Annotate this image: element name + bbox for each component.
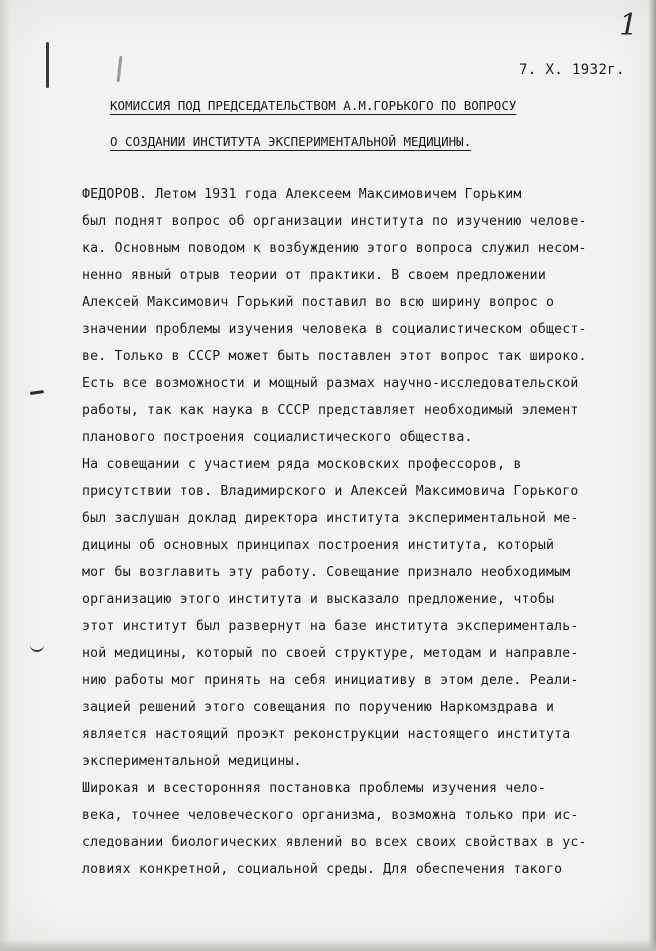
body-text-line: мог бы возглавить эту работу. Совещание признало необходимым [82,565,571,580]
body-text-line: ной медицины, который по своей структуре, методам и направле- [82,646,579,661]
page-number: 1 [619,8,639,43]
body-text-line: экспериментальной медицины. [82,754,302,769]
document-date: 7. X. 1932г. [519,62,625,78]
pencil-mark [30,390,44,395]
body-text-line: Широкая и всесторонняя постановка проблемы изучения чело- [82,781,546,796]
body-text-line: века, точнее человеческого организма, возможна только при ис- [82,808,579,823]
page-edge-left [0,0,10,951]
body-text-line: ловиях конкретной, социальной среды. Для обеспечения такого [82,862,563,877]
body-text-line: Алексей Максимович Горький поставил во всю ширину вопрос о [82,295,555,310]
document-title-line-1: КОМИССИЯ ПОД ПРЕДСЕДАТЕЛЬСТВОМ А.М.ГОРЬКОГО ПО ВОПРОСУ [110,98,517,113]
pencil-mark [46,42,49,88]
body-text-line: ка. Основным поводом к возбуждению этого вопроса служил несом- [82,241,587,256]
document-title-line-2: О СОЗДАНИИ ИНСТИТУТА ЭКСПЕРИМЕНТАЛЬНОЙ МЕДИЦИНЫ. [110,134,472,149]
body-text-line: На совещании с участием ряда московских профессоров, в [82,457,522,472]
body-text-line: ве. Только в СССР может быть поставлен этот вопрос так широко. [82,349,587,364]
page-edge-bottom [0,939,656,951]
body-text-line: был заслушан доклад директора института экспериментальной ме- [82,511,579,526]
body-text-line: нию работы мог принять на себя инициативу в этом деле. Реали- [82,673,579,688]
body-text-line: был поднят вопрос об организации института по изучению челове- [82,214,587,229]
pencil-mark [30,640,44,652]
body-text-line: следовании биологических явлений во всех своих свойствах в ус- [82,835,587,850]
body-text-line: является настоящий проэкт реконструкции настоящего института [82,727,571,742]
body-text-line: присутствии тов. Владимирского и Алексей Максимовича Горького [82,484,579,499]
body-text-line: ФЕДОРОВ. Летом 1931 года Алексеем Максимовичем Горьким [82,187,522,202]
body-text-line: ненно явный отрыв теории от практики. В своем предложении [82,268,546,283]
page-edge-right [648,0,656,951]
body-text-line: организацию этого института и высказало предложение, чтобы [82,592,555,607]
pencil-mark [117,56,123,82]
body-text-line: этот институт был развернут на базе института эксперименталь- [82,619,579,634]
body-text-line: Есть все возможности и мощный размах научно-исследовательской [82,376,579,391]
body-text-line: дицины об основных принципах построения института, который [82,538,555,553]
body-text-line: работы, так как наука в СССР представляет необходимый элемент [82,403,579,418]
body-text-line: планового построения социалистического общества. [82,430,473,445]
body-text-line: зацией решений этого совещания по поручению Наркомздрава и [82,700,555,715]
body-text-line: значении проблемы изучения человека в социалистическом общест- [82,322,587,337]
